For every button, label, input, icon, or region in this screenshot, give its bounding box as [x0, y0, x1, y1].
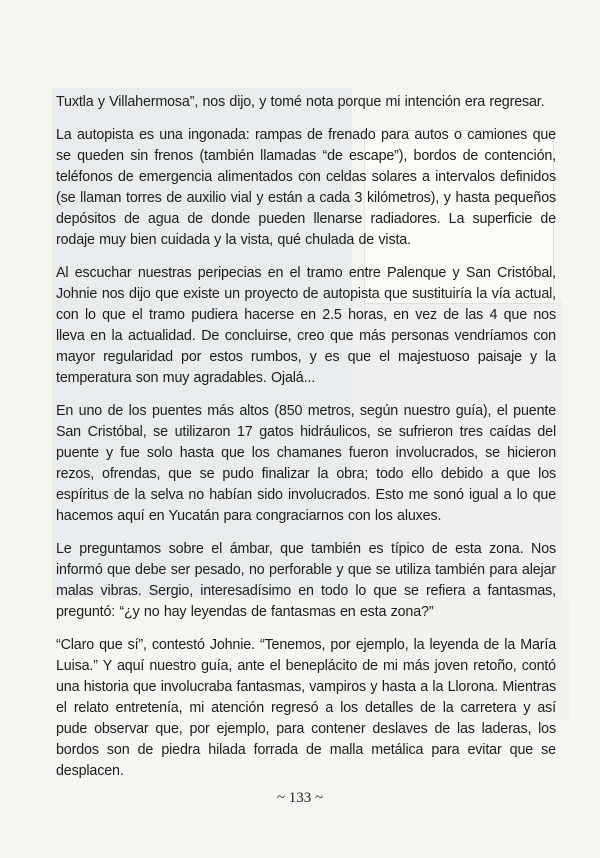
paragraph-6: “Claro que sí”, contestó Johnie. “Tenemos, por ejemplo, la leyenda de la María Luisa.” Y aquí nuestro guía, ante el beneplácito de mi más joven retoño, contó una historia que involucraba fantasmas, vampiros y hasta a la Llorona. Mientras el relato entretenía, mi atención regresó a los detalles de la carretera y así pude observar que, por ejemplo, para contener deslaves de las laderas, los bordos son de piedra hilada forrada de malla metálica para evitar que se desplacen. [56, 637, 556, 779]
paragraph-3: Al escuchar nuestras peripecias en el tramo entre Palenque y San Cristóbal, Johnie nos dijo que existe un proyecto de autopista que sustituiría la vía actual, con lo que el tramo pudiera hacerse en 2.5 horas, en vez de las 4 que nos lleva en la actualidad. De concluirse, creo que más personas vendríamos con mayor regularidad por estos rumbos, y es que el majestuoso paisaje y la temperatura son muy agradables. Ojalá... [56, 265, 556, 386]
page-body [56, 92, 556, 794]
paragraph-2: La autopista es una ingonada: rampas de frenado para autos o camiones que se queden sin frenos (también llamadas “de escape”), bordos de contención, teléfonos de emergencia alimentados con celdas solares a intervalos definidos (se llaman torres de auxilio vial y están a cada 3 kilómetros), y hasta pequeños depósitos de agua de donde pueden llenarse radiadores. La superficie de rodaje muy bien cuidada y la vista, qué chulada de vista. [56, 127, 556, 248]
paragraph-4: En uno de los puentes más altos (850 metros, según nuestro guía), el puente San Cristóbal, se utilizaron 17 gatos hidráulicos, se sufrieron tres caídas del puente y fue solo hasta que los chamanes fueron involucrados, se hicieron rezos, ofrendas, que se pudo finalizar la obra; todo ello debido a que los espíritus de la selva no habían sido involucrados. Esto me sonó igual a lo que hacemos aquí en Yucatán para congraciarnos con los aluxes. [56, 403, 556, 524]
page-number: ~ 133 ~ [276, 790, 324, 806]
paragraph-1: Tuxtla y Villahermosa”, nos dijo, y tomé nota porque mi intención era regresar. [56, 94, 545, 110]
paragraph-5: Le preguntamos sobre el ámbar, que también es típico de esta zona. Nos informó que debe ser pesado, no perforable y que se utiliza también para alejar malas vibras. Sergio, interesadísimo en todo lo que se refiera a fantasmas, preguntó: “¿y no hay leyendas de fantasmas en esta zona?” [56, 541, 556, 620]
